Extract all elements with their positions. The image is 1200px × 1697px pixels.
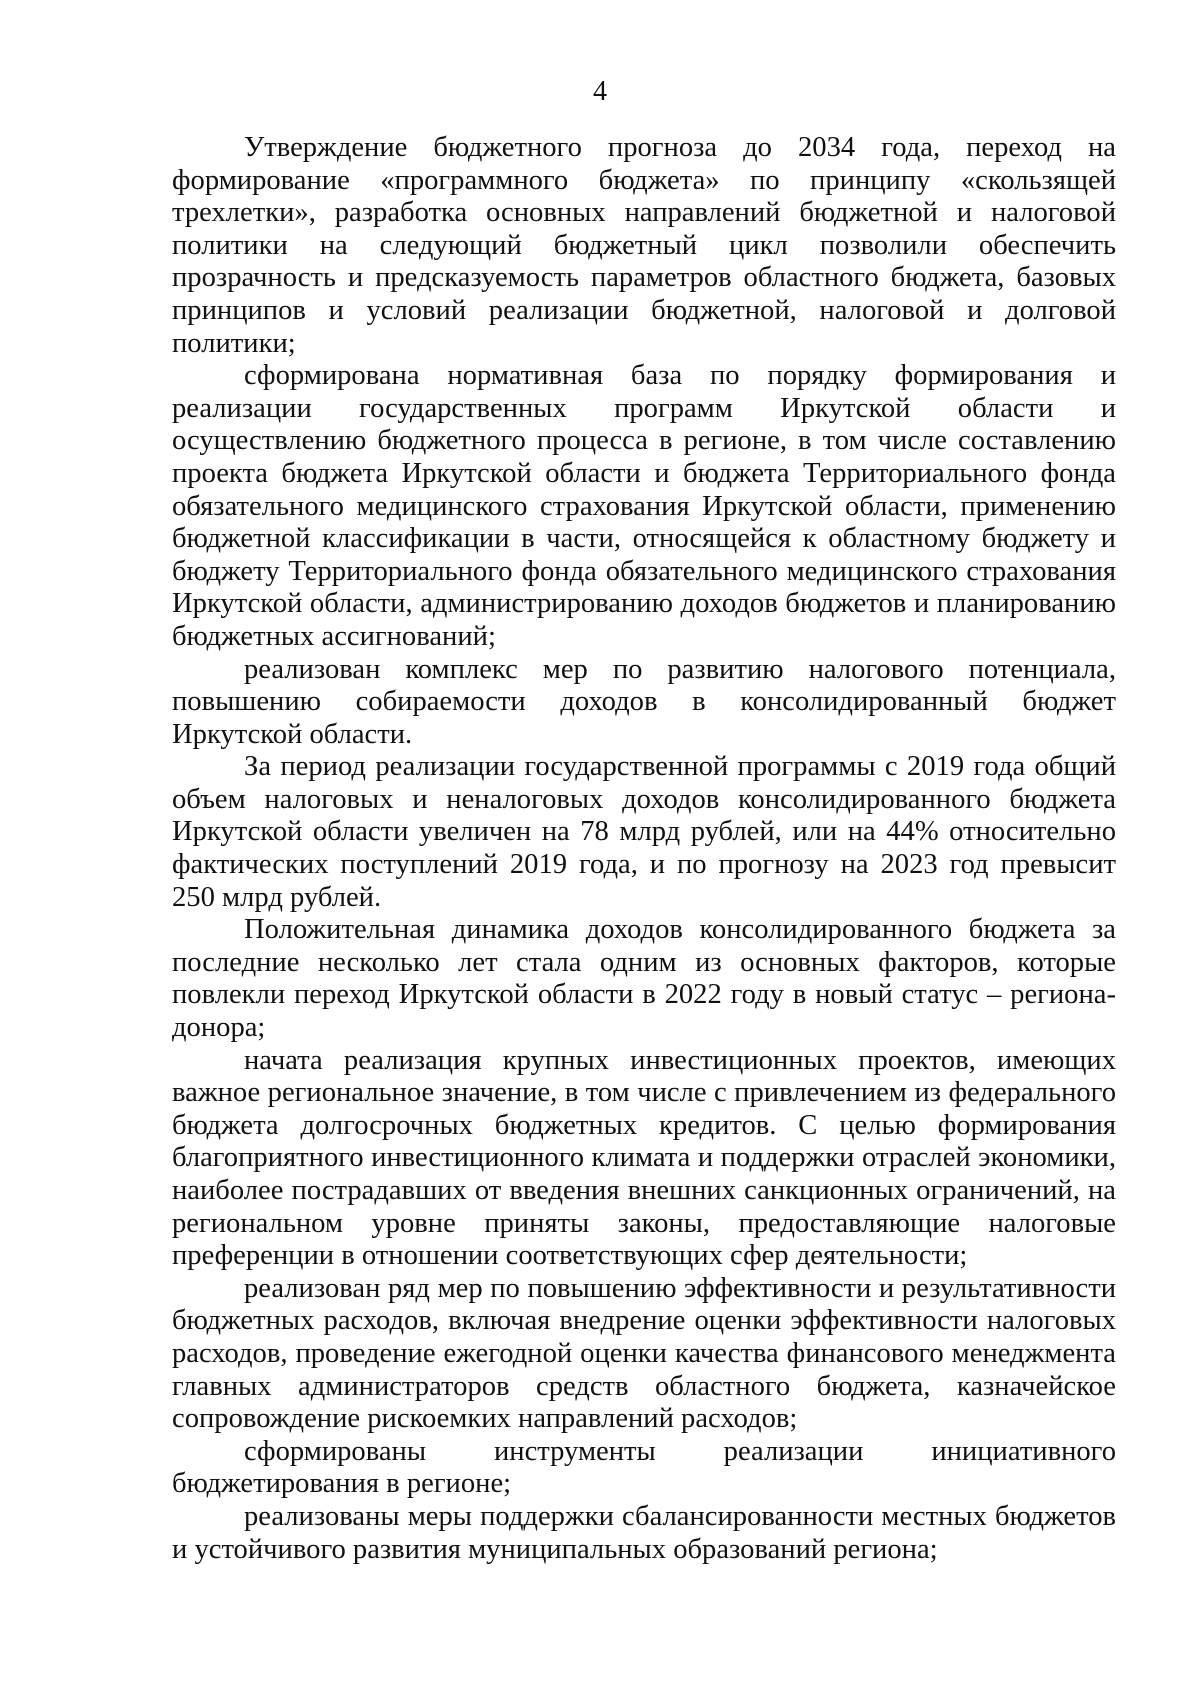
document-body [172,132,1116,1566]
page-number: 4 [593,76,607,107]
paragraph-spending-efficiency: реализован ряд мер по повышению эффективности и результативности бюджетных расходов, включая внедрение оценки эффективности налоговых расходов, проведение ежегодной оценки качества финансового менеджмента главных администраторов средств областного бюджета, казначейское сопровождение рискоемких направлений расходов; [172,1272,1116,1435]
paragraph-revenue-growth: За период реализации государственной программы с 2019 года общий объем налоговых и неналоговых доходов консолидированного бюджета Иркутской области увеличен на 78 млрд рублей, или на 44% относительно фактических поступлений 2019 года, и по прогнозу на 2023 год превысит 250 млрд рублей. [172,751,1116,913]
paragraph-tax-potential: реализован комплекс мер по развитию налогового потенциала, повышению собираемости доходов в консолидированный бюджет Иркутской области. [172,653,1116,750]
paragraph-budget-forecast: Утверждение бюджетного прогноза до 2034 года, переход на формирование «программного бюджета» по принципу «скользящей трехлетки», разработка основных направлений бюджетной и налоговой политики на следующий бюджетный цикл позволили обеспечить прозрачность и предсказуемость параметров областного бюджета, базовых принципов и условий реализации бюджетной, налоговой и долговой политики; [172,132,1116,359]
paragraph-local-budgets: реализованы меры поддержки сбалансированности местных бюджетов и устойчивого развития муниципальных образований региона; [172,1500,1116,1565]
paragraph-investment-projects: начата реализация крупных инвестиционных проектов, имеющих важное региональное значение, в том числе с привлечением из федерального бюджета долгосрочных бюджетных кредитов. С целью формирования благоприятного инвестиционного климата и поддержки отраслей экономики, наиболее пострадавших от введения внешних санкционных ограничений, на региональном уровне приняты законы, предоставляющие налоговые преференции в отношении соответствующих сфер деятельности; [172,1044,1116,1272]
paragraph-donor-region: Положительная динамика доходов консолидированного бюджета за последние несколько лет стала одним из основных факторов, которые повлекли переход Иркутской области в 2022 году в новый статус – региона-донора; [172,914,1116,1044]
paragraph-regulatory-base: сформирована нормативная база по порядку формирования и реализации государственных программ Иркутской области и осуществлению бюджетного процесса в регионе, в том числе составлению проекта бюджета Иркутской области и бюджета Территориального фонда обязательного медицинского страхования Иркутской области, применению бюджетной классификации в части, относящейся к областному бюджету и бюджету Территориального фонда обязательного медицинского страхования Иркутской области, администрированию доходов бюджетов и планированию бюджетных ассигнований; [172,360,1116,652]
paragraph-initiative-budgeting: сформированы инструменты реализации инициативного бюджетирования в регионе; [172,1435,1116,1500]
